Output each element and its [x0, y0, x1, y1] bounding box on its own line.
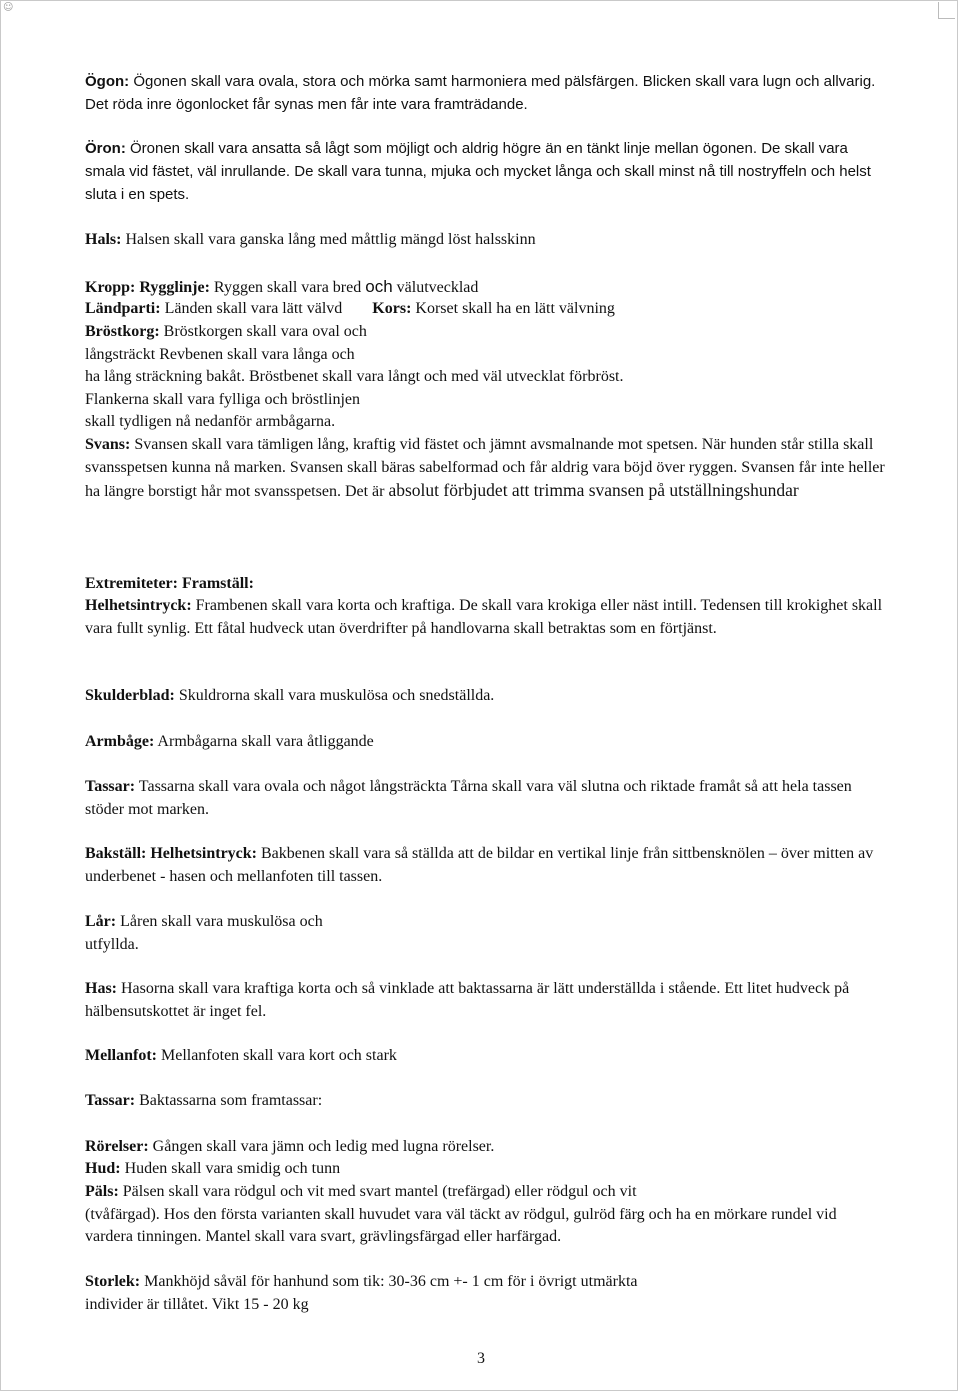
- text-brostkorg-5: skall tydligen nå nedanför armbågarna.: [85, 413, 336, 430]
- text-landparti: Länden skall vara lätt välvd: [160, 300, 343, 317]
- section-storlek: [85, 1271, 885, 1316]
- text-helhet: Frambenen skall vara korta och kraftiga. De skall vara krokiga eller näst intill. Tedensen till krokighet skall vara fullt synlig. Ett fåtal hudveck utan överdrifter på handlovarna skall betraktas som en förtjänst.: [85, 597, 883, 637]
- section-kropp: [85, 276, 885, 300]
- label-hals: Hals:: [85, 231, 122, 248]
- section-bakstall: [85, 843, 885, 888]
- section-mellanfot: [85, 1045, 885, 1068]
- text-rorelser: Gången skall vara jämn och ledig med lugna rörelser.: [148, 1138, 495, 1155]
- label-ogon: Ögon:: [85, 73, 130, 90]
- label-bakstall: Bakställ: Helhetsintryck:: [85, 845, 257, 862]
- text-armbage: Armbågarna skall vara åtliggande: [154, 733, 374, 750]
- section-tassar: [85, 776, 885, 821]
- section-pals: [85, 1181, 885, 1249]
- label-extremiteter: Extremiteter: Framställ:: [85, 575, 254, 592]
- label-kors: Kors:: [372, 300, 412, 317]
- text-tassar: Tassarna skall vara ovala och något långsträckta Tårna skall vara väl slutna och riktade framåt så att hela tassen stöder mot marken.: [85, 778, 852, 818]
- section-oron: [85, 137, 885, 206]
- label-landparti: Ländparti:: [85, 300, 161, 317]
- section-hud: [85, 1158, 885, 1181]
- section-landparti: [85, 298, 885, 321]
- section-lar: [85, 911, 885, 956]
- text-kropp-b: välutvecklad: [392, 279, 479, 296]
- label-storlek: Storlek:: [85, 1273, 141, 1290]
- label-helhet: Helhetsintryck:: [85, 597, 192, 614]
- section-armbage: [85, 731, 885, 754]
- label-kropp: Kropp: Rygglinje:: [85, 279, 210, 296]
- section-svans: [85, 433, 885, 503]
- text-brostkorg-4: Flankerna skall vara fylliga och bröstlinjen: [85, 390, 361, 408]
- section-skulderblad: [85, 685, 885, 708]
- text-ogon: Ögonen skall vara ovala, stora och mörka samt harmoniera med pälsfärgen. Blicken skall vara lugn och allvarig. Det röda inre ögonlocket får synas men får inte vara framträdande.: [85, 73, 876, 113]
- section-ogon: [85, 70, 885, 116]
- section-has: [85, 978, 885, 1023]
- text-storlek-2: individer är tillåtet. Vikt 15 - 20 kg: [85, 1295, 309, 1313]
- section-baktassar: [85, 1090, 885, 1113]
- text-lar-1: Låren skall vara muskulösa och: [116, 913, 323, 930]
- text-bakstall: Bakbenen skall vara så ställda att de bildar en vertikal linje från sittbensknölen – över mitten av underbenet - hasen och mellanfoten till tassen.: [85, 845, 874, 885]
- text-svans: Svansen skall vara tämligen lång, kraftig vid fästet och jämnt avsmalnande mot spetsen. När hunden står stilla skall svansspetsen kunna nå marken. Svansen skall bäras sabelformad och får aldrig vara böjd över ryggen. Svansen får inte heller ha längre borstigt hår mot svansspetsen. Det är: [85, 436, 885, 500]
- label-skulderblad: Skulderblad:: [85, 687, 175, 704]
- text-brostkorg-2: långsträckt Revbenen skall vara långa och: [85, 345, 355, 363]
- text-hals: Halsen skall vara ganska lång med måttlig mängd löst halsskinn: [121, 231, 536, 248]
- text-kropp-och: och: [365, 277, 393, 296]
- section-brostkorg: [85, 321, 885, 434]
- label-baktassar: Tassar:: [85, 1092, 136, 1109]
- text-skulderblad: Skuldrorna skall vara muskulösa och snedställda.: [174, 687, 495, 704]
- label-svans: Svans:: [85, 436, 131, 453]
- text-baktassar: Baktassarna som framtassar:: [135, 1092, 323, 1109]
- label-brostkorg: Bröstkorg:: [85, 323, 160, 340]
- label-armbage: Armbåge:: [85, 733, 155, 750]
- text-pals-2: (tvåfärgad). Hos den första varianten skall huvudet vara väl täckt av rödgul, gulröd färg och ha en mörkare rundel vid vardera tinningen. Mantel skall vara svart, grävlingsfärgad eller harfärgad.: [85, 1205, 837, 1245]
- label-mellanfot: Mellanfot:: [85, 1047, 157, 1064]
- text-svans-emphasis: absolut förbjudet att trimma svansen på utställningshundar: [388, 480, 799, 500]
- text-kropp-a: Ryggen skall vara bred: [209, 279, 366, 296]
- section-hals: [85, 229, 885, 252]
- text-brostkorg-1: Bröstkorgen skall vara oval och: [159, 323, 367, 340]
- label-pals: Päls:: [85, 1183, 119, 1200]
- text-kors: Korset skall ha en lätt välvning: [411, 300, 615, 317]
- page-fold-icon: [938, 2, 955, 19]
- label-lar: Lår:: [85, 913, 117, 930]
- text-oron: Öronen skall vara ansatta så lågt som möjligt och aldrig högre än en tänkt linje mellan ögonen. De skall vara smala vid fästet, väl inrullande. De skall vara tunna, mjuka och mycket långa och skall minst nå till nostryffeln och helst sluta i en spets.: [85, 140, 871, 203]
- section-extremiteter: [85, 573, 885, 596]
- label-tassar: Tassar:: [85, 778, 136, 795]
- text-has: Hasorna skall vara kraftiga korta och så vinklade att baktassarna är lätt underställda i stående. Ett litet hudveck på hälbensutskottet är inget fel.: [85, 980, 850, 1020]
- label-has: Has:: [85, 980, 117, 997]
- text-pals-1: Pälsen skall vara rödgul och vit med svart mantel (trefärgad) eller rödgul och vit: [118, 1183, 637, 1200]
- smiley-icon: ☺: [3, 2, 14, 13]
- section-rorelser: [85, 1136, 885, 1159]
- label-oron: Öron:: [85, 140, 126, 157]
- text-mellanfot: Mellanfoten skall vara kort och stark: [156, 1047, 397, 1064]
- text-hud: Huden skall vara smidig och tunn: [120, 1160, 341, 1177]
- text-brostkorg-3: ha lång sträckning bakåt. Bröstbenet skall vara långt och med väl utvecklat förbröst.: [85, 368, 624, 385]
- label-hud: Hud:: [85, 1160, 121, 1177]
- page-number: 3: [477, 1350, 485, 1367]
- text-lar-2: utfyllda.: [85, 935, 139, 953]
- text-storlek-1: Mankhöjd såväl för hanhund som tik: 30-36 cm +- 1 cm för i övrigt utmärkta: [140, 1273, 638, 1290]
- section-helhet: [85, 595, 885, 640]
- label-rorelser: Rörelser:: [85, 1138, 149, 1155]
